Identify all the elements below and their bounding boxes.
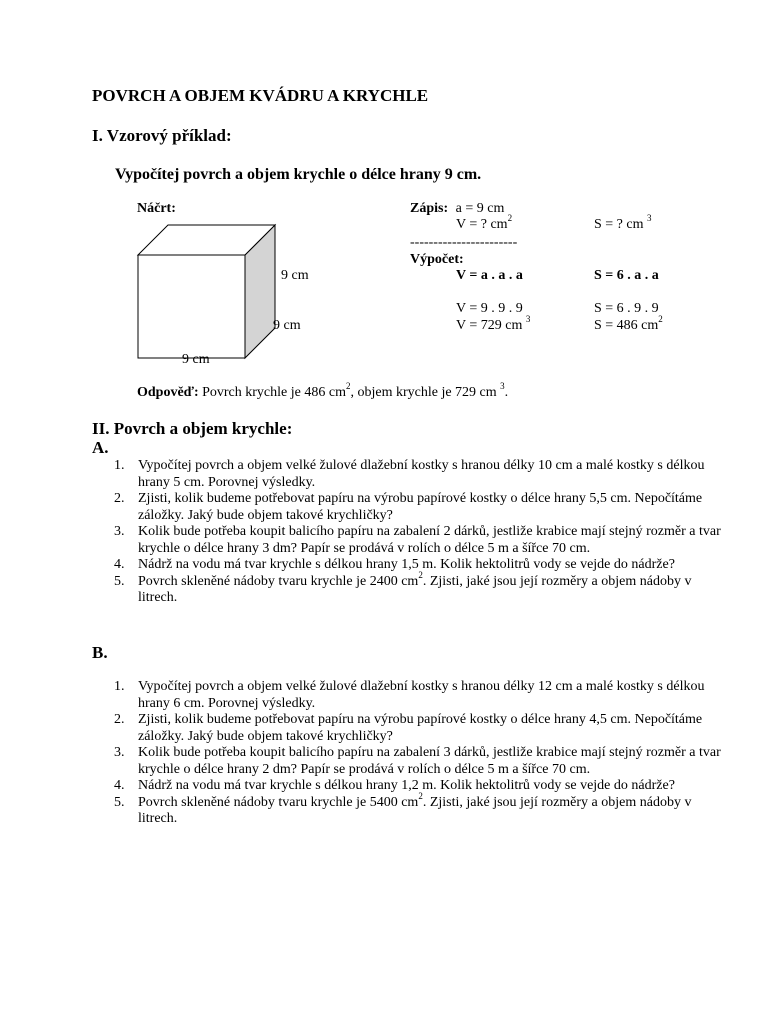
list-item: 1. Vypočítej povrch a objem velké žulové dlažební kostky s hranou délky 12 cm a malé kostky s délkou hrany 6 cm. Porovnej výsledky. <box>114 679 705 711</box>
page-title: POVRCH A OBJEM KVÁDRU A KRYCHLE <box>92 86 429 105</box>
group-b-label: B. <box>92 643 108 662</box>
list-item: 5. Povrch skleněné nádoby tvaru krychle je 5400 $cm^2$. Zjisti, jaké jsou její rozměry a objem nádoby v litrech. <box>114 790 692 826</box>
zapis-s: S = ? cm $^3$ <box>594 213 652 232</box>
list-item: 2. Zjisti, kolik budeme potřebovat papíru na výrobu papírové kostky o délce hrany 5,5 cm. Nepočítáme záložky. Jaký bude objem takové krychličky? <box>114 491 703 523</box>
separator-line: ----------------------- <box>410 235 518 250</box>
cube-front-face <box>138 255 245 358</box>
calc-volume-1: V = 9 . 9 . 9 <box>456 301 523 316</box>
group-a-label: A. <box>92 438 109 457</box>
list-item: 1. Vypočítej povrch a objem velké žulové dlažební kostky s hranou délky 10 cm a malé kostky s délkou hrany 5 cm. Porovnej výsledky. <box>114 458 705 490</box>
answer-label: Odpověď: <box>137 385 199 400</box>
zapis-label: Zápis: <box>410 201 449 216</box>
list-item: 4. Nádrž na vodu má tvar krychle s délkou hrany 1,5 m. Kolik hektolitrů vody se vejde do nádrže? <box>114 557 675 572</box>
edge-label-right: 9 cm <box>281 268 309 283</box>
zapis-v: V = ? $cm^2$ <box>456 213 513 232</box>
edge-label-depth: 9 cm <box>273 318 301 333</box>
cube-sketch <box>130 215 310 375</box>
section1-heading: I. Vzorový příklad: <box>92 126 232 145</box>
answer: Odpověď: Povrch krychle je 486 $cm^2$, objem krychle je 729 cm $^3$. <box>137 381 509 400</box>
formula-volume: V = a . a . a <box>456 268 523 283</box>
vypocet-label: Výpočet: <box>410 252 464 267</box>
group-a-list <box>114 458 734 607</box>
formula-surface: S = 6 . a . a <box>594 268 659 283</box>
list-item: 5. Povrch skleněné nádoby tvaru krychle je 2400 $cm^2$. Zjisti, jaké jsou její rozměry a objem nádoby v litrech. <box>114 569 692 605</box>
example-task: Vypočítej povrch a objem krychle o délce hrany 9 cm. <box>115 166 482 183</box>
edge-label-bottom: 9 cm <box>182 352 210 367</box>
section2-heading: II. Povrch a objem krychle: <box>92 419 293 438</box>
list-item: 4. Nádrž na vodu má tvar krychle s délkou hrany 1,2 m. Kolik hektolitrů vody se vejde do nádrže? <box>114 778 675 793</box>
list-item: 3. Kolik bude potřeba koupit balicího papíru na zabalení 3 dárků, jestliže krabice mají stejný rozměr a tvar krychle o délce hrany 2 dm? Papír se prodává v rolích o délce 5 m a šířce 70 cm. <box>114 745 721 777</box>
zapis-a: a = 9 cm <box>455 201 505 216</box>
group-b-list <box>114 679 734 828</box>
list-item: 3. Kolik bude potřeba koupit balicího papíru na zabalení 2 dárků, jestliže krabice mají stejný rozměr a tvar krychle o délce hrany 3 dm? Papír se prodává v rolích o délce 5 m a šířce 70 cm. <box>114 524 721 556</box>
zapis-row <box>410 201 504 217</box>
sketch-label: Náčrt: <box>137 201 176 216</box>
calc-surface-2: S = 486 $cm^2$ <box>594 314 663 333</box>
calc-volume-2: V = 729 cm $^3$ <box>456 314 531 333</box>
calc-surface-1: S = 6 . 9 . 9 <box>594 301 659 316</box>
list-item: 2. Zjisti, kolik budeme potřebovat papíru na výrobu papírové kostky o délce hrany 4,5 cm. Nepočítáme záložky. Jaký bude objem takové krychličky? <box>114 712 703 744</box>
